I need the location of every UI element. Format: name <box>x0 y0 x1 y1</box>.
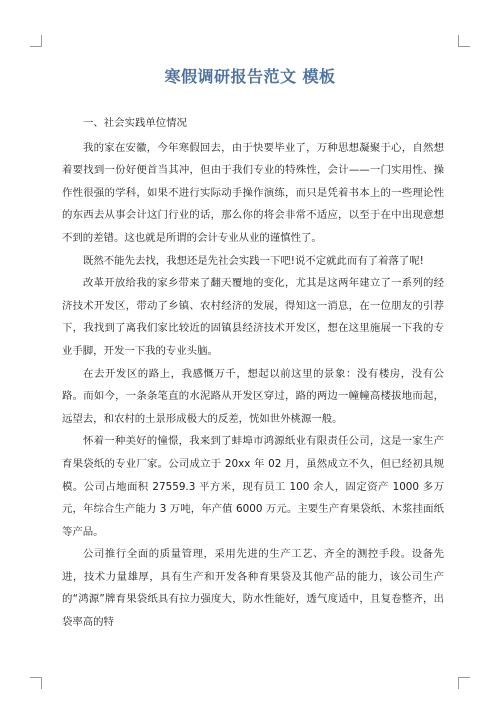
document-body <box>62 112 444 634</box>
paragraph-5: 怀着一种美好的憧憬，我来到了蚌埠市鸿源纸业有限责任公司，这是一家生产育果袋纸的专业厂家。公司成立于 20xx 年 02 月，虽然成立不久，但已经初具规模。公司占地面积 27559.3 平方米，现有员工 100 余人，固定资产 1000 多万元，年综合生产能力 3 万吨，年产值 6000 万元。主要生产育果袋纸、木浆挂面纸等产品。 <box>62 435 444 538</box>
section-heading: 一、社会实践单位情况 <box>83 117 187 129</box>
paragraph-4: 在去开发区的路上，我感慨万千，想起以前这里的景象：没有楼房，没有公路。而如今，一条条笔直的水泥路从开发区穿过，路的两边一幢幢高楼拔地而起，远望去，和农村的土景形成极大的反差，恍如世外桃源一般。 <box>62 367 444 425</box>
crop-mark-bottom-left <box>30 677 42 689</box>
paragraph-2: 既然不能先去找，我想还是先社会实践一下吧!说不定就此而有了着落了呢! <box>83 254 424 267</box>
crop-mark-top-right <box>458 35 470 47</box>
crop-mark-bottom-right <box>458 677 470 689</box>
paragraph-1: 我的家在安徽，今年寒假回去，由于快要毕业了，万种思想凝聚于心，自然想着要找到一份好便首当其冲，但由于我们专业的特殊性，会计——一门实用性、操作性很强的学科，如果不进行实际动手操作演练，而只是凭着书本上的一些理论性的东西去从事会计这门行业的话，那么你的将会非常不适应，以至于在中出现意想不到的差错。这也就是所谓的会计专业从业的谨慎性了。 <box>62 141 444 244</box>
crop-mark-top-left <box>30 35 42 47</box>
document-title: 寒假调研报告范文 模板 <box>164 67 336 86</box>
paragraph-6: 公司推行全面的质量管理，采用先进的生产工艺、齐全的测控手段。设备先进，技术力量雄厚，具有生产和开发各种育果袋及其他产品的能力，该公司生产的“鸿源”牌育果袋纸具有拉力强度大，防水性能好，透气度适中，且复卷整齐，出袋率高的特 <box>62 548 444 629</box>
paragraph-3: 改革开放给我的家乡带来了翻天覆地的变化，尤其是这两年建立了一系列的经济技术开发区，带动了乡镇、农村经济的发展，得知这一消息，在一位朋友的引荐下，我找到了离我们家比较近的固镇县经济技术开发区，想在这里施展一下我的专业手脚，开发一下我的专业头脑。 <box>62 277 444 357</box>
